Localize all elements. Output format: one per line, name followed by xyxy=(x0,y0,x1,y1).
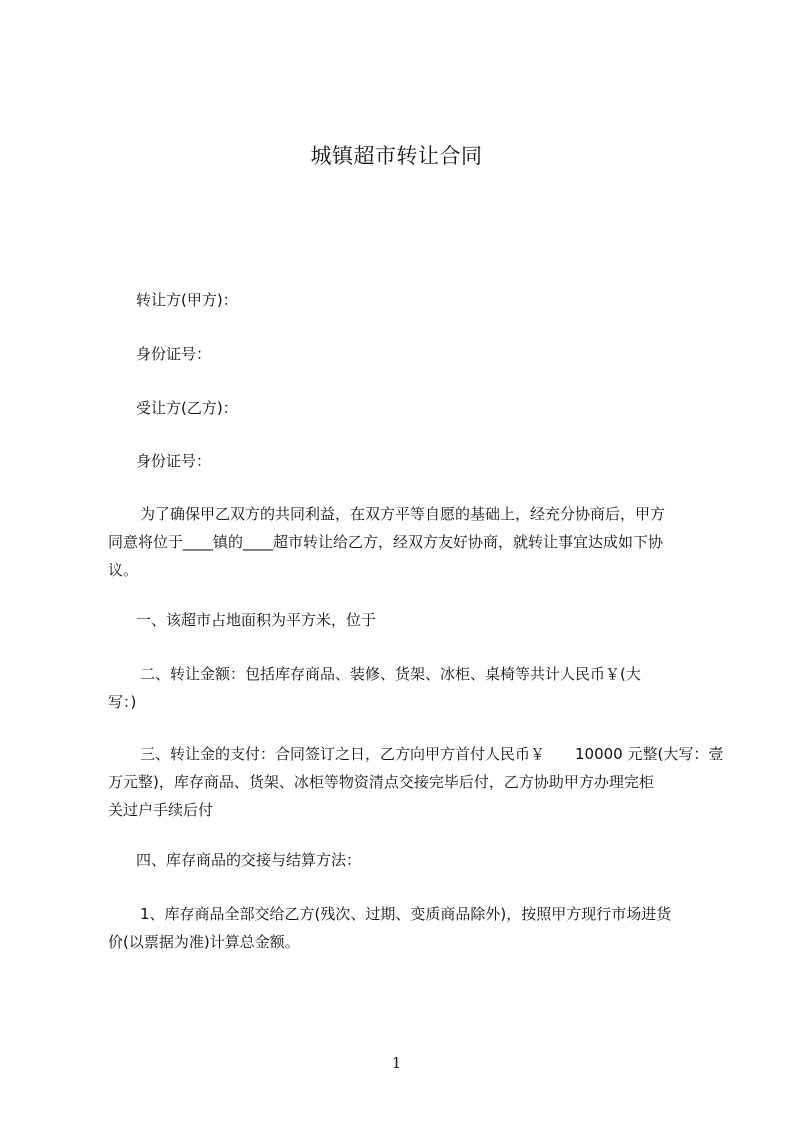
clause-1: 一、该超市占地面积为平方米，位于 xyxy=(136,611,377,629)
clause-4-1-line-2: 价(以票据为准)计算总金额。 xyxy=(108,933,300,951)
clause-2-line-2: 写：) xyxy=(108,693,137,711)
party-a-id-label: 身份证号： xyxy=(136,345,212,363)
party-b-label: 受让方(乙方)： xyxy=(136,399,238,417)
clause-3-line-3: 关过户手续后付 xyxy=(108,801,214,819)
clause-3-line-2: 万元整)，库存商品、货架、冰柜等物资清点交接完毕后付，乙方协助甲方办理完柜 xyxy=(108,773,654,791)
clause-4-heading: 四、库存商品的交接与结算方法： xyxy=(136,851,362,869)
party-b-id-label: 身份证号： xyxy=(136,452,212,470)
intro-paragraph-line-3: 议。 xyxy=(108,561,139,579)
party-a-label: 转让方(甲方)： xyxy=(136,291,238,309)
clause-3-line-1: 三、转让金的支付：合同签订之日，乙方向甲方首付人民币￥ 10000 元整(大写：壹 xyxy=(140,745,724,763)
intro-paragraph-line-2: 同意将位于____镇的____超市转让给乙方，经双方友好协商，就转让事宜达成如下协 xyxy=(108,533,664,551)
page-number: 1 xyxy=(391,1054,402,1072)
document-title: 城镇超市转让合同 xyxy=(310,144,483,168)
clause-4-1-line-1: 1、库存商品全部交给乙方(残次、过期、变质商品除外)，按照甲方现行市场进货 xyxy=(140,905,672,923)
intro-paragraph-line-1: 为了确保甲乙双方的共同利益，在双方平等自愿的基础上，经充分协商后，甲方 xyxy=(140,505,666,523)
clause-2-line-1: 二、转让金额：包括库存商品、装修、货架、冰柜、桌椅等共计人民币￥(大 xyxy=(140,665,641,683)
